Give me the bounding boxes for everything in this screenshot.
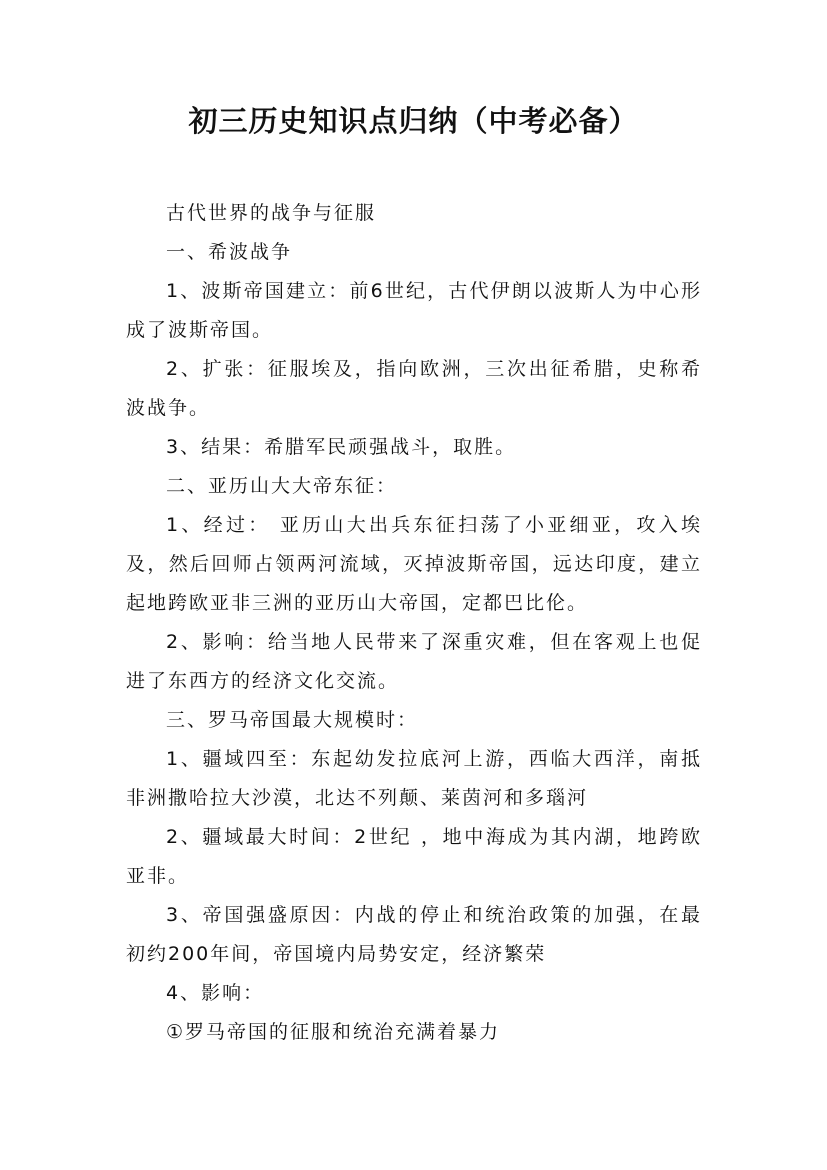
paragraph-alexander-campaign: 1、经过： 亚历山大出兵东征扫荡了小亚细亚，攻入埃及，然后回师占领两河流域，灭掉波斯帝国，远达印度，建立起地跨欧亚非三洲的亚历山大帝国，定都巴比伦。 — [126, 514, 702, 614]
paragraph-war-result: 3、结果：希腊军民顽强战斗，取胜。 — [166, 436, 517, 458]
section-heading-ancient-wars: 古代世界的战争与征服 — [166, 202, 377, 224]
section-heading-roman-empire: 三、罗马帝国最大规模时： — [166, 709, 419, 731]
paragraph-roman-peak-time: 2、疆域最大时间：2世纪 ，地中海成为其内湖，地跨欧亚非。 — [126, 826, 702, 887]
paragraph-roman-territory: 1、疆域四至：东起幼发拉底河上游，西临大西洋，南抵非洲撒哈拉大沙漠，北达不列颠、莱茵河和多瑙河 — [126, 748, 702, 809]
paragraph-roman-impact-heading: 4、影响： — [166, 982, 265, 1004]
paragraph-alexander-impact: 2、影响：给当地人民带来了深重灾难，但在客观上也促进了东西方的经济文化交流。 — [126, 631, 702, 692]
document-body — [126, 194, 702, 1052]
paragraph-roman-prosperity: 3、帝国强盛原因：内战的停止和统治政策的加强，在最初约200年间，帝国境内局势安定，经济繁荣 — [126, 904, 702, 965]
section-heading-alexander: 二、亚历山大大帝东征： — [166, 475, 398, 497]
section-heading-greco-persian-war: 一、希波战争 — [166, 241, 293, 263]
paragraph-roman-impact-item-1: ①罗马帝国的征服和统治充满着暴力 — [166, 1021, 501, 1043]
paragraph-persian-expansion: 2、扩张：征服埃及，指向欧洲，三次出征希腊，史称希波战争。 — [126, 358, 702, 419]
paragraph-persian-empire-founding: 1、波斯帝国建立：前6世纪，古代伊朗以波斯人为中心形成了波斯帝国。 — [126, 280, 702, 341]
document-title: 初三历史知识点归纳（中考必备） — [188, 104, 639, 138]
